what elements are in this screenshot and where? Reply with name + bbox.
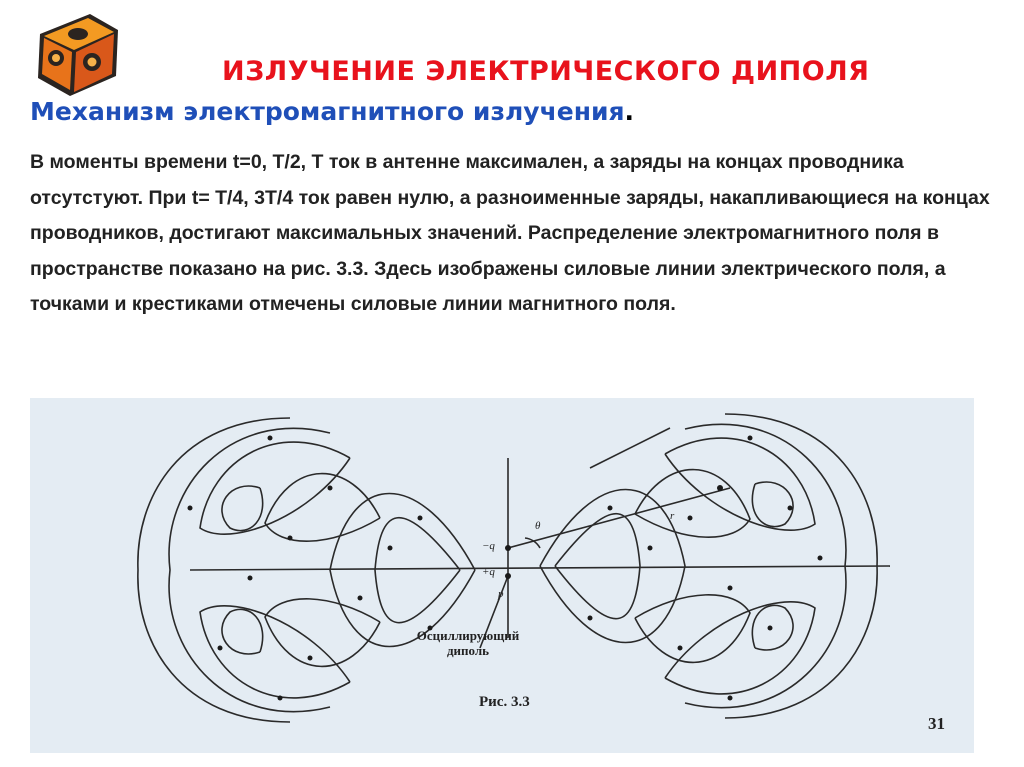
slide-subtitle (30, 97, 634, 126)
minus-q-label: −q (482, 540, 495, 552)
p-vector-label: p (498, 588, 504, 600)
dipole-label-line2: диполь (446, 643, 490, 658)
logo-icon (30, 6, 124, 98)
figure-caption: Рис. 3.3 (479, 694, 530, 710)
plus-q-label: +q (482, 566, 495, 578)
figure-dipole-radiation (30, 398, 974, 753)
theta-label: θ (535, 520, 541, 532)
body-paragraph: В моменты времени t=0, Т/2, Т ток в антенне максимален, а заряды на концах проводника отсутстуют. При t= Т/4, 3Т/4 ток равен нулю, а разноименные заряды, накапливающиеся на концах проводников, достигают максимальных значений. Распределение электромагнитного поля в пространстве показано на рис. 3.3. Здесь изображены силовые линии электрического поля, а точками и крестиками отмечены силовые линии магнитного поля. (30, 151, 990, 315)
subtitle-period: . (624, 97, 635, 126)
dipole-label (408, 628, 528, 658)
r-label: r (670, 510, 675, 522)
subtitle-text: Механизм электромагнитного излучения (30, 97, 625, 126)
page-number: 31 (928, 714, 945, 733)
dipole-label-line1: Осциллирующий (416, 628, 520, 643)
slide-title: ИЗЛУЧЕНИЕ ЭЛЕКТРИЧЕСКОГО ДИПОЛЯ (222, 56, 870, 87)
